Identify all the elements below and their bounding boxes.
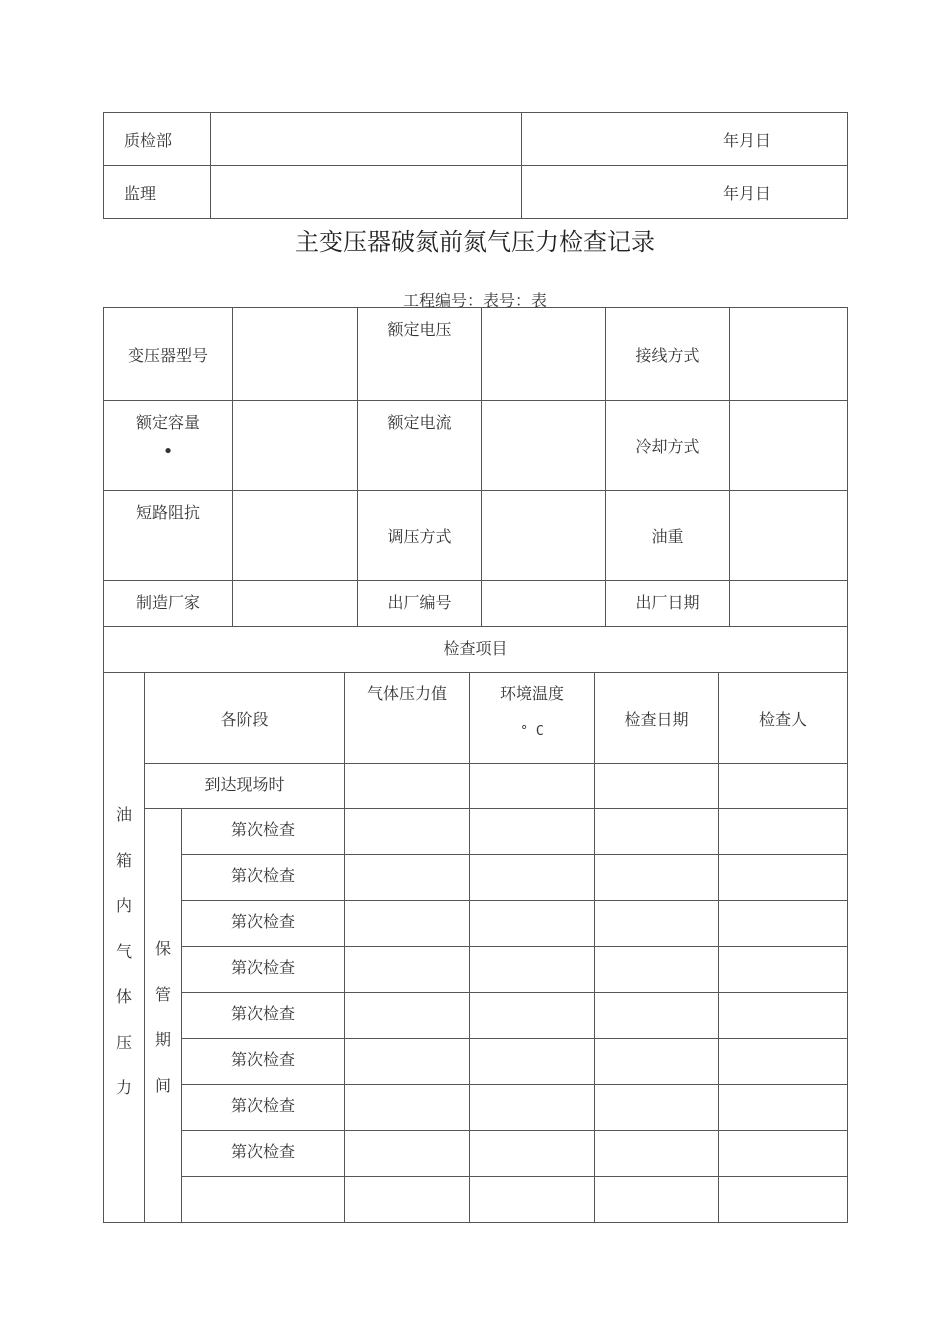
info-row (104, 308, 848, 401)
temp-unit: ° C (520, 724, 544, 739)
inspector-cell[interactable] (719, 764, 848, 809)
signoff-date[interactable]: 年月日 (522, 113, 848, 166)
ambient-temp-cell[interactable] (470, 855, 595, 901)
rated-voltage-value[interactable] (482, 308, 606, 401)
voltage-regulation-value[interactable] (482, 491, 606, 581)
gas-pressure-cell[interactable] (345, 1039, 470, 1085)
wiring-method-value[interactable] (730, 308, 848, 401)
gas-pressure-header: 气体压力值 (345, 673, 470, 764)
check-label: 第次检查 (182, 1085, 345, 1131)
vertical-char: 间 (154, 1075, 171, 1095)
gas-pressure-cell[interactable] (345, 855, 470, 901)
table-row (104, 809, 848, 855)
ambient-temp-cell[interactable] (470, 901, 595, 947)
signoff-row (104, 166, 848, 219)
manufacturer-value[interactable] (233, 581, 358, 627)
check-date-cell[interactable] (595, 764, 719, 809)
table-row (104, 993, 848, 1039)
ambient-temp-cell[interactable] (470, 809, 595, 855)
inspector-cell[interactable] (719, 1085, 848, 1131)
ambient-temp-cell[interactable] (470, 1085, 595, 1131)
inspection-table (103, 672, 848, 1223)
vertical-char: 期 (154, 1030, 171, 1049)
table-row (104, 901, 848, 947)
bullet-dot: • (162, 441, 174, 462)
page-title: 主变压器破氮前氮气压力检查记录 (295, 228, 655, 256)
factory-date-value[interactable] (730, 581, 848, 627)
storage-period-label (145, 809, 182, 1223)
gas-pressure-cell[interactable] (345, 1131, 470, 1177)
signoff-table (103, 112, 848, 219)
gas-pressure-cell[interactable] (345, 993, 470, 1039)
factory-date-label: 出厂日期 (606, 581, 730, 627)
gas-pressure-cell[interactable] (345, 1177, 470, 1223)
transformer-model-value[interactable] (233, 308, 358, 401)
gas-pressure-cell[interactable] (345, 947, 470, 993)
vertical-char: 气 (115, 941, 132, 961)
check-label (182, 1177, 345, 1223)
cooling-method-value[interactable] (730, 401, 848, 491)
vertical-char: 内 (115, 896, 132, 915)
ambient-temp-cell[interactable] (470, 993, 595, 1039)
check-label: 第次检查 (182, 947, 345, 993)
signoff-date[interactable]: 年月日 (522, 166, 848, 219)
rated-capacity-text: 额定容量 (135, 413, 200, 432)
inspector-cell[interactable] (719, 1039, 848, 1085)
wiring-method-label: 接线方式 (606, 308, 730, 401)
factory-number-value[interactable] (482, 581, 606, 627)
inspector-cell[interactable] (719, 947, 848, 993)
vertical-char: 压 (115, 1032, 132, 1052)
ambient-temp-cell[interactable] (470, 764, 595, 809)
check-date-header: 检查日期 (595, 673, 719, 764)
info-row (104, 401, 848, 491)
table-row (104, 1039, 848, 1085)
check-date-cell[interactable] (595, 855, 719, 901)
check-label: 第次检查 (182, 993, 345, 1039)
inspection-items-heading: 检查项目 (104, 627, 848, 673)
info-row (104, 491, 848, 581)
gas-pressure-cell[interactable] (345, 764, 470, 809)
check-date-cell[interactable] (595, 901, 719, 947)
short-circuit-impedance-label: 短路阻抗 (104, 491, 233, 581)
check-label: 第次检查 (182, 855, 345, 901)
signoff-signature-cell[interactable] (211, 113, 522, 166)
check-date-cell[interactable] (595, 947, 719, 993)
vertical-char: 力 (115, 1078, 132, 1097)
signoff-label: 监理 (104, 166, 211, 219)
check-label: 第次检查 (182, 1131, 345, 1177)
table-row (104, 947, 848, 993)
arrival-label: 到达现场时 (145, 764, 345, 809)
rated-current-value[interactable] (482, 401, 606, 491)
check-label: 第次检查 (182, 901, 345, 947)
spacer (104, 673, 144, 803)
signoff-row (104, 113, 848, 166)
voltage-regulation-label: 调压方式 (358, 491, 482, 581)
ambient-temp-text: 环境温度 (500, 684, 565, 703)
manufacturer-label: 制造厂家 (104, 581, 233, 627)
inspection-header-row (104, 673, 848, 764)
stage-header: 各阶段 (145, 673, 345, 764)
info-row (104, 627, 848, 673)
rated-capacity-value[interactable] (233, 401, 358, 491)
check-date-cell[interactable] (595, 809, 719, 855)
inspector-cell[interactable] (719, 1131, 848, 1177)
rated-current-label: 额定电流 (358, 401, 482, 491)
transformer-model-label: 变压器型号 (104, 308, 233, 401)
vertical-char: 箱 (115, 850, 132, 870)
short-circuit-impedance-value[interactable] (233, 491, 358, 581)
inspector-cell[interactable] (719, 1177, 848, 1223)
table-row (104, 1131, 848, 1177)
transformer-info-table (103, 307, 848, 673)
check-date-cell[interactable] (595, 1085, 719, 1131)
gas-pressure-cell[interactable] (345, 809, 470, 855)
check-date-cell[interactable] (595, 1177, 719, 1223)
inspector-cell[interactable] (719, 993, 848, 1039)
oil-weight-value[interactable] (730, 491, 848, 581)
oil-weight-label: 油重 (606, 491, 730, 581)
inspector-cell[interactable] (719, 809, 848, 855)
vertical-char: 管 (154, 984, 171, 1004)
spacer (145, 809, 181, 937)
check-date-cell[interactable] (595, 1131, 719, 1177)
inspector-header: 检查人 (719, 673, 848, 764)
rated-voltage-label: 额定电压 (358, 308, 482, 401)
check-date-cell[interactable] (595, 1039, 719, 1085)
form-number-line: 工程编号：表号：表 (402, 291, 547, 310)
inspector-cell[interactable] (719, 855, 848, 901)
vertical-char: 油 (115, 805, 132, 824)
check-date-cell[interactable] (595, 993, 719, 1039)
check-label: 第次检查 (182, 809, 345, 855)
vertical-char: 体 (115, 987, 132, 1006)
cooling-method-label: 冷却方式 (606, 401, 730, 491)
oil-tank-gas-pressure-label (104, 673, 145, 1223)
gas-pressure-cell[interactable] (345, 1085, 470, 1131)
table-row (104, 855, 848, 901)
table-row (104, 1085, 848, 1131)
ambient-temp-cell[interactable] (470, 947, 595, 993)
inspector-cell[interactable] (719, 901, 848, 947)
table-row (104, 764, 848, 809)
rated-capacity-label (104, 401, 233, 491)
vertical-char: 保 (154, 939, 171, 958)
ambient-temp-header (470, 673, 595, 764)
table-row (104, 1177, 848, 1223)
ambient-temp-cell[interactable] (470, 1039, 595, 1085)
check-label: 第次检查 (182, 1039, 345, 1085)
ambient-temp-cell[interactable] (470, 1177, 595, 1223)
info-row (104, 581, 848, 627)
gas-pressure-cell[interactable] (345, 901, 470, 947)
signoff-label: 质检部 (104, 113, 211, 166)
ambient-temp-cell[interactable] (470, 1131, 595, 1177)
signoff-signature-cell[interactable] (211, 166, 522, 219)
factory-number-label: 出厂编号 (358, 581, 482, 627)
